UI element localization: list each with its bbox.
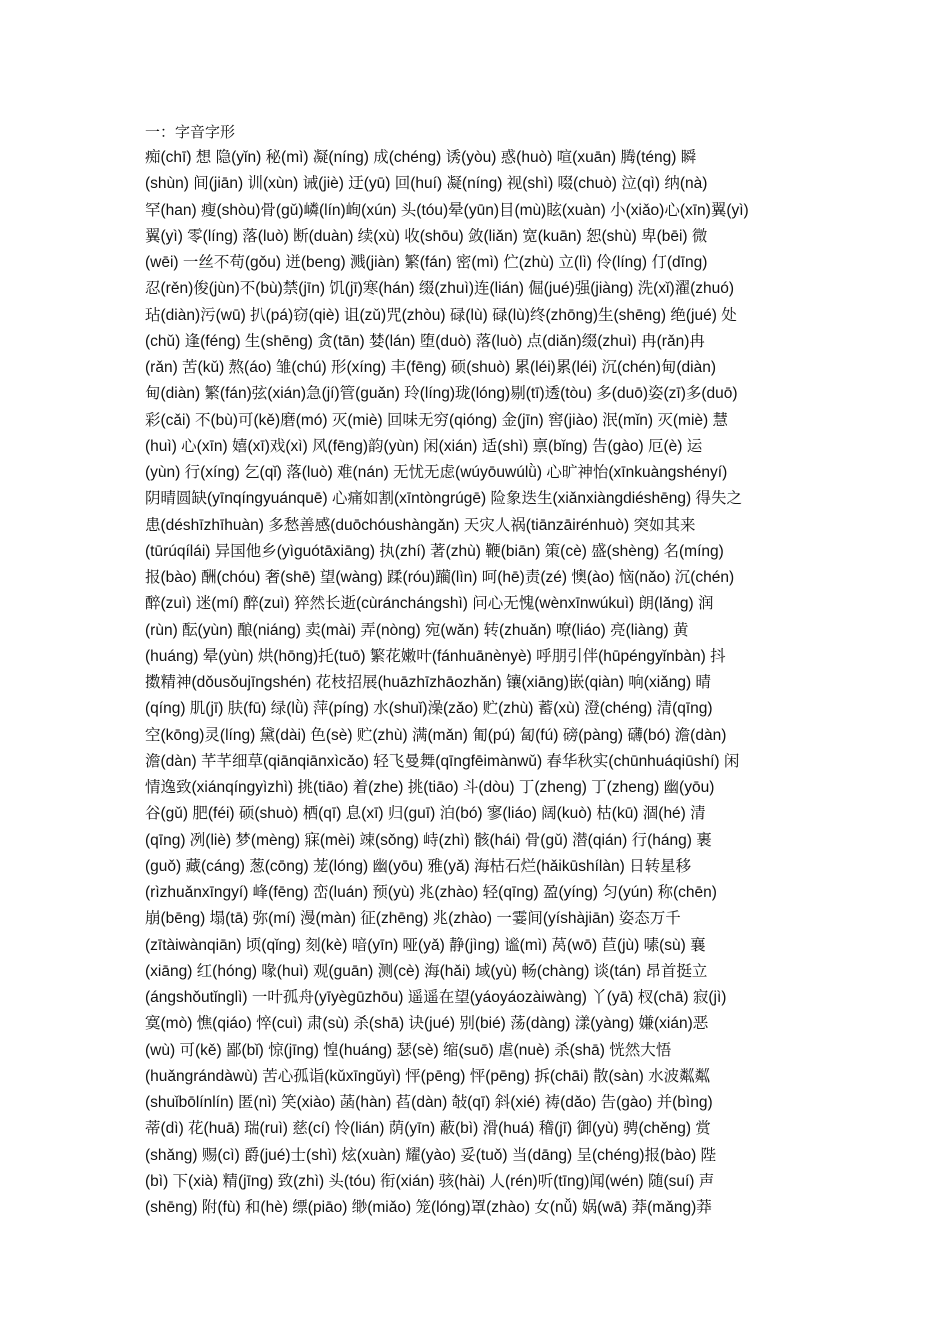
text-line: 忍(rěn)俊(jùn)不(bù)禁(jīn) 饥(jī)寒(hán) 缀(zhuì)连(lián) 倔(jué)强(jiàng) 洗(xǐ)濯(zhuó) bbox=[145, 280, 735, 298]
text-line: (shǎng) 赐(cì) 爵(jué)士(shì) 炫(xuàn) 耀(yào) 妥(tuǒ) 当(dāng) 呈(chéng)报(bào) 陛 bbox=[145, 1146, 717, 1164]
text-line: (huì) 心(xīn) 嬉(xī)戏(xì) 风(fēng)韵(yùn) 闲(xián) 适(shì) 禀(bǐng) 告(gào) 厄(è) 运 bbox=[145, 437, 703, 455]
text-line: 醉(zuì) 迷(mí) 醉(zuì) 猝然长逝(cùránchángshì) 问心无愧(wènxīnwúkuì) 朗(lǎng) 润 bbox=[145, 595, 714, 613]
text-line: (shēng) 附(fù) 和(hè) 缥(piāo) 缈(miǎo) 笼(lóng)罩(zhào) 女(nǚ) 娲(wā) 莽(mǎng)莽 bbox=[145, 1199, 712, 1216]
text-line: (qīng) 冽(liè) 梦(mèng) 寐(mèi) 竦(sǒng) 峙(zhì) 骸(hái) 骨(gǔ) 潜(qián) 行(háng) 裹 bbox=[145, 831, 712, 849]
text-line: 罕(han) 瘦(shòu)骨(gǔ)嶙(lín)峋(xún) 头(tóu)晕(yūn)目(mù)眩(xuàn) 小(xiǎo)心(xīn)翼(yì) bbox=[145, 201, 749, 219]
text-line: (wù) 可(kě) 鄙(bǐ) 惊(jīng) 惶(huáng) 瑟(sè) 缩(suō) 虐(nuè) 杀(shā) 恍然大悟 bbox=[145, 1041, 672, 1059]
text-line: (huáng) 晕(yùn) 烘(hōng)托(tuō) 繁花嫩叶(fánhuānènyè) 呼朋引伴(hūpéngyǐnbàn) 抖 bbox=[145, 647, 726, 665]
text-line: 患(déshīzhīhuàn) 多愁善感(duōchóushàngǎn) 天灾人祸(tiānzāirénhuò) 突如其来 bbox=[145, 516, 696, 534]
text-line: 澹(dàn) 芊芊细草(qiānqiānxìcǎo) 轻飞曼舞(qīngfēimànwǔ) 春华秋实(chūnhuáqiūshí) 闲 bbox=[145, 752, 740, 770]
text-line: (qíng) 肌(jī) 肤(fū) 绿(lǜ) 萍(píng) 水(shuǐ)澡(zǎo) 贮(zhù) 蓄(xù) 澄(chéng) 清(qīng) bbox=[145, 700, 713, 718]
section-heading: 一：字音字形 bbox=[145, 123, 236, 141]
text-line: 擞精神(dǒusǒujīngshén) 花枝招展(huāzhīzhāozhǎn) 镶(xiāng)嵌(qiàn) 响(xiǎng) 晴 bbox=[145, 674, 711, 691]
text-line: 阴晴圆缺(yīnqíngyuánquē) 心痛如割(xīntòngrúgē) 险象迭生(xiǎnxiàngdiéshēng) 得失之 bbox=[145, 490, 742, 508]
text-line: 崩(bēng) 塌(tā) 弥(mí) 漫(màn) 征(zhēng) 兆(zhào) 一霎间(yíshàjiān) 姿态万千 bbox=[145, 910, 681, 928]
text-line: (rǎn) 苦(kǔ) 熬(áo) 雏(chú) 形(xíng) 丰(fēng) 硕(shuò) 累(léi)累(léi) 沉(chén)甸(diàn) bbox=[145, 359, 717, 376]
text-line: 空(kōng)灵(líng) 黛(dài) 色(sè) 贮(zhù) 满(mǎn) 匍(pú) 匐(fú) 磅(pàng) 礴(bó) 澹(dàn) bbox=[145, 726, 727, 744]
text-line: (ángshǒutǐnglì) 一叶孤舟(yīyègūzhōu) 遥遥在望(yáoyáozàiwàng) 丫(yā) 杈(chā) 寂(jì) bbox=[145, 989, 727, 1006]
text-line: 谷(gǔ) 肥(féi) 硕(shuò) 栖(qī) 息(xī) 归(guī) 泊(bó) 寥(liáo) 阔(kuò) 枯(kū) 涸(hé) 清 bbox=[145, 805, 706, 823]
text-line: 情逸致(xiánqíngyìzhì) 挑(tiāo) 着(zhe) 挑(tiāo) 斗(dòu) 丁(zheng) 丁(zheng) 幽(yōu) bbox=[145, 779, 715, 796]
text-line: (shuǐbōlínlín) 匿(nì) 笑(xiào) 菡(hàn) 萏(dàn) 敧(qī) 斜(xié) 祷(dǎo) 告(gào) 并(bìng) bbox=[145, 1094, 713, 1111]
text-line: (xiāng) 红(hóng) 喙(huì) 观(guān) 测(cè) 海(hǎi) 域(yù) 畅(chàng) 谈(tán) 昂首挺立 bbox=[145, 962, 708, 980]
text-line: 玷(diàn)污(wū) 扒(pá)窃(qiè) 诅(zǔ)咒(zhòu) 碌(lù) 碌(lù)终(zhōng)生(shēng) 绝(jué) 处 bbox=[145, 306, 737, 324]
text-line: (rùn) 酝(yùn) 酿(niáng) 卖(mài) 弄(nòng) 宛(wǎn) 转(zhuǎn) 嘹(liáo) 亮(liàng) 黄 bbox=[145, 621, 689, 639]
text-line: 报(bào) 酬(chóu) 奢(shē) 望(wàng) 蹂(róu)躏(lìn) 呵(hē)责(zé) 懊(ào) 恼(nǎo) 沉(chén) bbox=[145, 569, 735, 586]
text-line: (bì) 下(xià) 精(jīng) 致(zhì) 头(tóu) 衔(xián) 骇(hài) 人(rén)听(tīng)闻(wén) 随(suí) 声 bbox=[145, 1172, 715, 1190]
text-line: (chǔ) 逢(féng) 生(shēng) 贪(tān) 婪(lán) 堕(duò) 落(luò) 点(diǎn)缀(zhuì) 冉(rǎn)冉 bbox=[145, 332, 705, 350]
text-line: 痴(chī) 想 隐(yǐn) 秘(mì) 凝(níng) 成(chéng) 诱(yòu) 惑(huò) 喧(xuān) 腾(téng) 瞬 bbox=[145, 149, 697, 166]
text-line: 彩(cǎi) 不(bù)可(kě)磨(mó) 灭(miè) 回味无穷(qióng) 金(jīn) 窖(jiào) 泯(mǐn) 灭(miè) 慧 bbox=[145, 411, 728, 429]
text-line: (huǎngrándàwù) 苦心孤诣(kǔxīngǔyì) 怦(pēng) 怦(pēng) 拆(chāi) 散(sàn) 水波粼粼 bbox=[145, 1067, 711, 1085]
text-line: 翼(yì) 零(líng) 落(luò) 断(duàn) 续(xù) 收(shōu) 敛(liǎn) 宽(kuān) 恕(shù) 卑(bēi) 微 bbox=[145, 227, 708, 245]
text-line: (tūrúqílái) 异国他乡(yìguótāxiāng) 执(zhí) 著(zhù) 鞭(biān) 策(cè) 盛(shèng) 名(míng) bbox=[145, 542, 724, 560]
text-line: 甸(diàn) 繁(fán)弦(xián)急(jí)管(guǎn) 玲(líng)珑(lóng)剔(tī)透(tòu) 多(duō)姿(zī)多(duō) bbox=[145, 385, 738, 403]
text-line: (zītàiwànqiān) 顷(qǐng) 刻(kè) 喑(yīn) 哑(yǎ) 静(jìng) 谧(mì) 莴(wō) 苣(jù) 嗉(sù) 襄 bbox=[145, 936, 706, 954]
text-line: (shùn) 间(jiān) 训(xùn) 诫(jiè) 迂(yū) 回(huí) 凝(níng) 视(shì) 啜(chuò) 泣(qì) 纳(nà) bbox=[145, 175, 708, 193]
text-line: 寞(mò) 憔(qiáo) 悴(cuì) 肃(sù) 杀(shā) 诀(jué) 别(bié) 荡(dàng) 漾(yàng) 嫌(xián)恶 bbox=[145, 1015, 709, 1033]
text-line: 蒂(dì) 花(huā) 瑞(ruì) 慈(cí) 怜(lián) 荫(yīn) 蔽(bì) 滑(huá) 稽(jī) 御(yù) 骋(chěng) 赏 bbox=[145, 1120, 711, 1138]
text-line: (guǒ) 藏(cáng) 葱(cōng) 茏(lóng) 幽(yōu) 雅(yǎ) 海枯石烂(hǎikūshílàn) 日转星移 bbox=[145, 857, 692, 875]
text-line: (wēi) 一丝不苟(gǒu) 迸(beng) 溅(jiàn) 繁(fán) 密(mì) 伫(zhù) 立(lì) 伶(líng) 仃(dīng) bbox=[145, 254, 708, 271]
text-line: (yùn) 行(xíng) 乞(qǐ) 落(luò) 难(nán) 无忧无虑(wúyōuwúlǜ) 心旷神怡(xīnkuàngshényí) bbox=[145, 464, 728, 481]
text-line: (rìzhuǎnxīngyí) 峰(fēng) 峦(luán) 预(yù) 兆(zhào) 轻(qīng) 盈(yíng) 匀(yún) 称(chēn) bbox=[145, 884, 717, 901]
pinyin-list bbox=[145, 145, 815, 1221]
document-page bbox=[145, 119, 815, 1221]
